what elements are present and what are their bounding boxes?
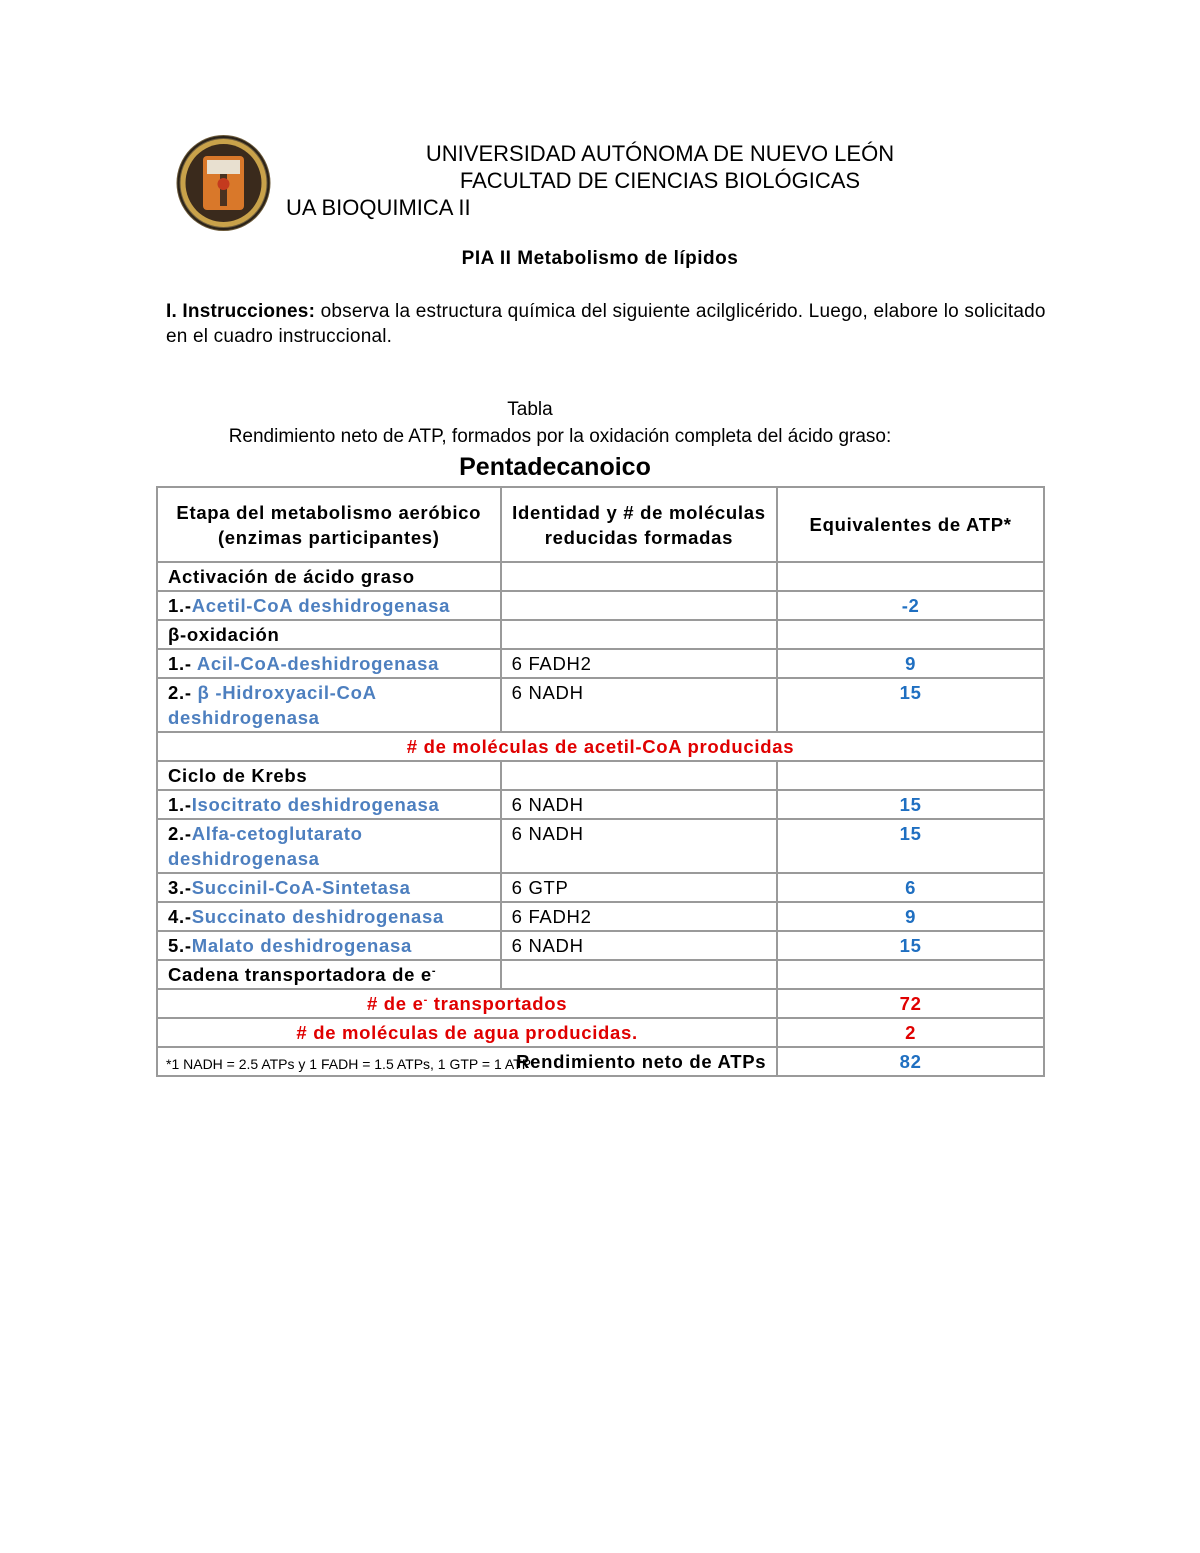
header-molecules: Identidad y # de moléculas reducidas formadas [501,487,778,562]
molecules-cell: 6 NADH [501,819,778,873]
enzyme-name: Acil-CoA-deshidrogenasa [196,653,440,674]
section-beta-oxidation: β-oxidación [157,620,501,649]
molecules-cell: 6 NADH [501,931,778,960]
molecules-cell: 6 FADH2 [501,902,778,931]
instructions-paragraph [166,299,1046,349]
section-electron-chain [157,960,501,989]
table-row [157,591,1044,620]
enzyme-name: Acetil-CoA deshidrogenasa [191,595,451,616]
section-krebs: Ciclo de Krebs [157,761,501,790]
header-stage: Etapa del metabolismo aeróbico (enzimas participantes) [157,487,501,562]
faculty-name: FACULTAD DE CIENCIAS BIOLÓGICAS [459,168,861,193]
table-row [157,790,1044,819]
empty-cell [501,960,778,989]
step-number: 1.- [168,595,192,616]
atp-value: 9 [777,649,1044,678]
instructions-text: observa la estructura química del siguiente acilglicérido. Luego, elabore lo solicitado en el cuadro instruccional. [166,301,1046,347]
step-number: 1.- [168,794,192,815]
atp-value: 9 [777,902,1044,931]
enzyme-name: Isocitrato deshidrogenasa [191,794,440,815]
table-row [157,960,1044,989]
electron-superscript: - [431,964,437,977]
enzyme-name: Succinil-CoA-Sintetasa [191,877,411,898]
molecules-cell: 6 NADH [501,678,778,732]
table-row [157,562,1044,591]
enzyme-name: β -Hidroxyacil-CoA deshidrogenasa [168,682,376,728]
atp-value: 15 [777,678,1044,732]
electrons-value: 72 [777,989,1044,1018]
table-row [157,678,1044,732]
atp-value: 6 [777,873,1044,902]
molecules-cell: 6 FADH2 [501,649,778,678]
enzyme-cell [157,931,501,960]
section-activation: Activación de ácido graso [157,562,501,591]
fatty-acid-name: Pentadecanoico [459,453,651,481]
electrons-label-a: # de e [366,993,424,1014]
enzyme-cell [157,678,501,732]
enzyme-cell [157,873,501,902]
empty-cell [501,562,778,591]
enzyme-name: Succinato deshidrogenasa [191,906,444,927]
empty-cell [777,562,1044,591]
table-row [157,873,1044,902]
empty-cell [777,960,1044,989]
total-value: 82 [777,1047,1044,1076]
total-label: Rendimiento neto de ATPs [157,1047,777,1076]
step-number: 5.- [168,935,192,956]
empty-cell [501,761,778,790]
atp-value: 15 [777,931,1044,960]
step-number: 3.- [168,877,192,898]
step-number: 2.- [168,682,198,703]
electron-chain-label: Cadena transportadora de e [168,964,432,985]
table-row [157,1018,1044,1047]
enzyme-cell [157,790,501,819]
university-name: UNIVERSIDAD AUTÓNOMA DE NUEVO LEÓN [425,141,895,166]
document-title: PIA II Metabolismo de lípidos [461,248,739,269]
table-row [157,989,1044,1018]
water-value: 2 [777,1018,1044,1047]
empty-cell [501,620,778,649]
course-name: UA BIOQUIMICA II [286,195,471,220]
footnote: *1 NADH = 2.5 ATPs y 1 FADH = 1.5 ATPs, 1 GTP = 1 ATP [166,1056,532,1072]
enzyme-name: Malato deshidrogenasa [191,935,413,956]
empty-cell [777,620,1044,649]
acetyl-coa-row: # de moléculas de acetil-CoA producidas [157,732,1044,761]
water-label: # de moléculas de agua producidas. [157,1018,777,1047]
enzyme-cell [157,649,501,678]
molecules-cell: 6 GTP [501,873,778,902]
atp-value: 15 [777,819,1044,873]
step-number: 2.- [168,823,192,844]
enzyme-cell [157,902,501,931]
table-row [157,620,1044,649]
table-row [157,649,1044,678]
enzyme-name: Alfa-cetoglutarato deshidrogenasa [168,823,363,869]
enzyme-cell [157,591,501,620]
step-number: 4.- [168,906,192,927]
molecules-cell: 6 NADH [501,790,778,819]
atp-value: -2 [777,591,1044,620]
table-header-row [157,487,1044,562]
table-label: Tabla [507,399,553,420]
atp-value: 15 [777,790,1044,819]
electrons-label-b: transportados [427,993,568,1014]
molecules-cell [501,591,778,620]
atp-yield-table [156,486,1045,1077]
table-row [157,931,1044,960]
table-row [157,902,1044,931]
step-number: 1.- [168,653,197,674]
table-row [157,761,1044,790]
table-row [157,819,1044,873]
header-atp: Equivalentes de ATP* [777,487,1044,562]
enzyme-cell [157,819,501,873]
empty-cell [777,761,1044,790]
instructions-label: I. Instrucciones: [166,301,316,322]
electrons-label [157,989,777,1018]
table-subtitle: Rendimiento neto de ATP, formados por la oxidación completa del ácido graso: [228,426,892,447]
table-row [157,732,1044,761]
electron-superscript: - [423,993,428,1006]
